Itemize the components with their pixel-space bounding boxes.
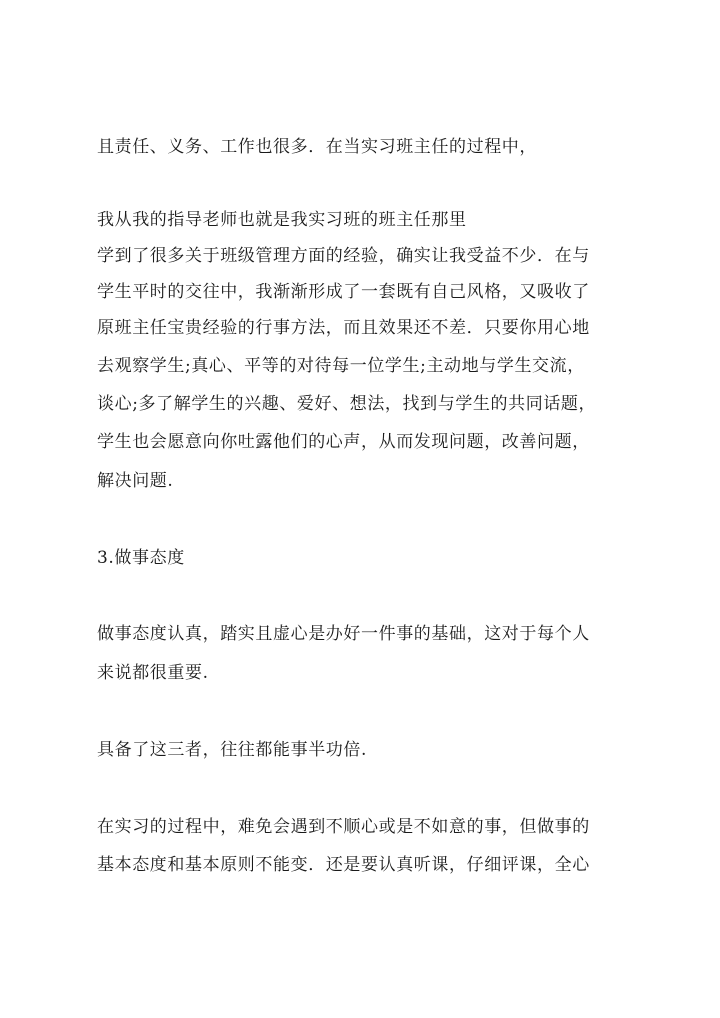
text-line: 我从我的指导老师也就是我实习班的班主任那里 — [97, 210, 467, 230]
text-line: 学生也会愿意向你吐露他们的心声，从而发现问题，改善问题， — [97, 432, 590, 452]
text-line: 具备了这三者，往往都能事半功倍. — [97, 740, 368, 760]
section-heading: 3.做事态度 — [97, 548, 185, 568]
text-line: 做事态度认真，踏实且虚心是办好一件事的基础，这对于每个人 — [97, 624, 590, 644]
text-line: 且责任、义务、工作也很多．在当实习班主任的过程中， — [97, 137, 537, 157]
text-line: 在实习的过程中，难免会遇到不顺心或是不如意的事，但做事的 — [97, 817, 590, 837]
text-line: 原班主任宝贵经验的行事方法，而且效果还不差．只要你用心地 — [97, 318, 590, 338]
text-line: 来说都很重要. — [97, 663, 209, 683]
text-line: 基本态度和基本原则不能变．还是要认真听课，仔细评课，全心 — [97, 855, 590, 875]
text-line: 学到了很多关于班级管理方面的经验，确实让我受益不少．在与 — [97, 246, 590, 266]
text-line: 解决问题. — [97, 471, 174, 491]
text-line: 谈心;多了解学生的兴趣、爱好、想法，找到与学生的共同话题， — [97, 394, 597, 414]
text-line: 去观察学生;真心、平等的对待每一位学生;主动地与学生交流， — [97, 356, 585, 376]
text-line: 学生平时的交往中，我渐渐形成了一套既有自己风格，又吸收了 — [97, 282, 590, 302]
